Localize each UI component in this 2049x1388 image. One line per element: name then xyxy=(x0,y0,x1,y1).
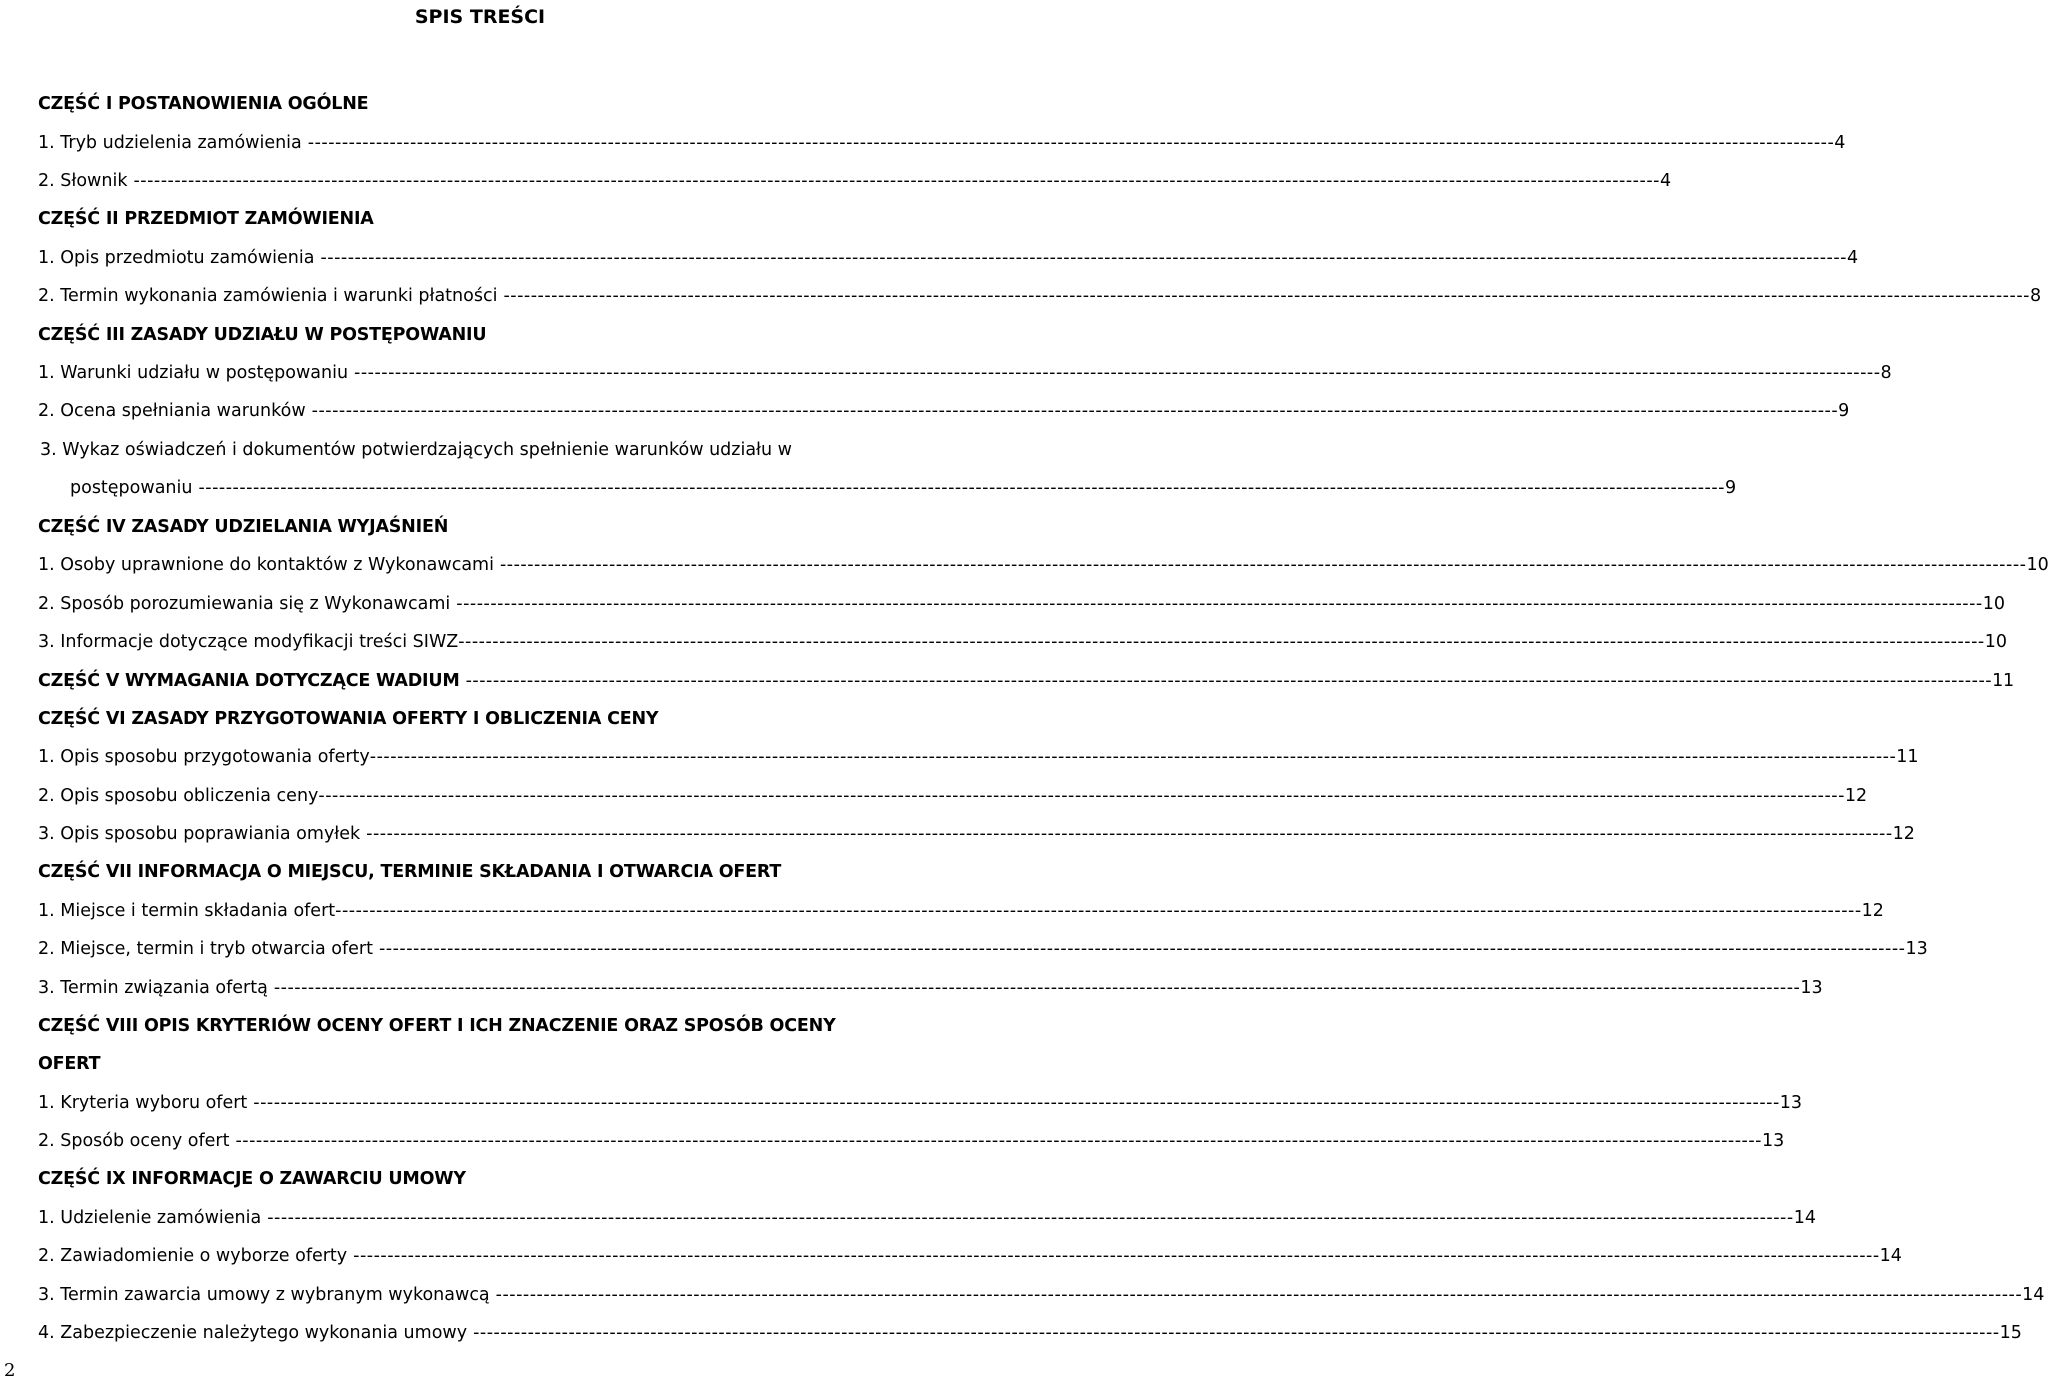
toc-entry[interactable] xyxy=(38,167,1672,195)
toc-entry-label: 2. Sposób oceny ofert xyxy=(38,1131,230,1151)
page-number: 2 xyxy=(4,1360,16,1381)
toc-leader-dashes: -------------------------------------------------------------------------------------------------------------------------------------------------------------------------------------------------------------------------------- xyxy=(458,632,1985,652)
toc-page-number: 4 xyxy=(1846,248,1859,268)
toc-entry[interactable] xyxy=(38,1281,2045,1309)
toc-entry-label: 1. Udzielenie zamówienia xyxy=(38,1208,262,1228)
toc-entry[interactable] xyxy=(38,782,1868,810)
toc-entry-label: 2. Miejsce, termin i tryb otwarcia ofert xyxy=(38,939,373,959)
toc-entry[interactable] xyxy=(38,974,1823,1002)
toc-entry-label: postępowaniu xyxy=(70,478,193,498)
section-heading-6: CZĘŚĆ VI ZASADY PRZYGOTOWANIA OFERTY I OBLICZENIA CENY xyxy=(38,709,659,729)
toc-page-number: 11 xyxy=(1896,747,1919,767)
toc-entry[interactable] xyxy=(38,935,1928,963)
toc-page-number: 14 xyxy=(1793,1208,1816,1228)
toc-leader-dashes: -------------------------------------------------------------------------------------------------------------------------------------------------------------------------------------------------------------------------------- xyxy=(318,786,1845,806)
section-heading-7: CZĘŚĆ VII INFORMACJA O MIEJSCU, TERMINIE SKŁADANIA I OTWARCIA OFERT xyxy=(38,862,782,882)
toc-entry[interactable] xyxy=(38,551,2049,579)
toc-entry[interactable] xyxy=(38,628,2008,656)
toc-entry-label: 2. Opis sposobu obliczenia ceny xyxy=(38,786,319,806)
toc-entry-label: 1. Warunki udziału w postępowaniu xyxy=(38,363,349,383)
toc-page-number: 10 xyxy=(1984,632,2008,652)
toc-page-number: 11 xyxy=(1992,671,2014,691)
toc-page-number: 15 xyxy=(1999,1323,2022,1343)
toc-leader-dashes: -------------------------------------------------------------------------------------------------------------------------------------------------------------------------------------------------------------------------------- xyxy=(267,1208,1794,1228)
toc-leader-dashes: -------------------------------------------------------------------------------------------------------------------------------------------------------------------------------------------------------------------------------- xyxy=(473,1323,2000,1343)
toc-page-number: 4 xyxy=(1834,133,1846,153)
toc-entry-label: 4. Zabezpieczenie należytego wykonania umowy xyxy=(38,1323,468,1343)
toc-entry[interactable] xyxy=(38,244,1859,272)
toc-page-number: 13 xyxy=(1905,939,1928,959)
toc-entry[interactable] xyxy=(38,590,2006,618)
toc-leader-dashes: -------------------------------------------------------------------------------------------------------------------------------------------------------------------------------------------------------------------------------- xyxy=(378,939,1906,959)
toc-leader-dashes: -------------------------------------------------------------------------------------------------------------------------------------------------------------------------------------------------------------------------------- xyxy=(354,363,1881,383)
toc-page-number: 12 xyxy=(1892,824,1915,844)
toc-leader-dashes: -------------------------------------------------------------------------------------------------------------------------------------------------------------------------------------------------------------------------------- xyxy=(369,747,1897,767)
toc-entry-label: 1. Opis przedmiotu zamówienia xyxy=(38,248,315,268)
toc-entry[interactable] xyxy=(38,820,1915,848)
section-heading-9: CZĘŚĆ IX INFORMACJE O ZAWARCIU UMOWY xyxy=(38,1169,466,1189)
toc-page-number: 12 xyxy=(1844,786,1868,806)
toc-entry-continuation[interactable] xyxy=(70,474,1737,502)
toc-entry[interactable] xyxy=(38,1204,1816,1232)
section-heading-8: CZĘŚĆ VIII OPIS KRYTERIÓW OCENY OFERT I ICH ZNACZENIE ORAZ SPOSÓB OCENY xyxy=(38,1016,836,1036)
section-heading-label: CZĘŚĆ V WYMAGANIA DOTYCZĄCE WADIUM xyxy=(38,671,460,691)
toc-page-number: 12 xyxy=(1861,901,1884,921)
toc-entry-label: 2. Słownik xyxy=(38,171,128,191)
toc-page-number: 8 xyxy=(2029,286,2042,306)
toc-leader-dashes: -------------------------------------------------------------------------------------------------------------------------------------------------------------------------------------------------------------------------------- xyxy=(273,978,1801,998)
toc-page-number: 14 xyxy=(2022,1285,2045,1305)
toc-leader-dashes: -------------------------------------------------------------------------------------------------------------------------------------------------------------------------------------------------------------------------------- xyxy=(456,594,1983,614)
toc-entry-label-multiline[interactable]: 3. Wykaz oświadczeń i dokumentów potwierdzających spełnienie warunków udziału w xyxy=(40,440,792,460)
toc-page-number: 10 xyxy=(2026,555,2049,575)
toc-entry[interactable] xyxy=(38,743,1919,771)
toc-leader-dashes: -------------------------------------------------------------------------------------------------------------------------------------------------------------------------------------------------------------------------------- xyxy=(503,286,2030,306)
toc-entry-label: 1. Miejsce i termin składania ofert xyxy=(38,901,336,921)
toc-entry[interactable] xyxy=(38,1319,2022,1347)
toc-page-number: 9 xyxy=(1724,478,1737,498)
toc-leader-dashes: -------------------------------------------------------------------------------------------------------------------------------------------------------------------------------------------------------------------------------- xyxy=(353,1246,1880,1266)
toc-entry-label: 1. Kryteria wyboru ofert xyxy=(38,1093,248,1113)
section-heading-3: CZĘŚĆ III ZASADY UDZIAŁU W POSTĘPOWANIU xyxy=(38,325,487,345)
toc-leader-dashes: -------------------------------------------------------------------------------------------------------------------------------------------------------------------------------------------------------------------------------- xyxy=(133,171,1660,191)
toc-leader-dashes: -------------------------------------------------------------------------------------------------------------------------------------------------------------------------------------------------------------------------------- xyxy=(335,901,1862,921)
toc-entry-label: 3. Informacje dotyczące modyfikacji treści SIWZ xyxy=(38,632,459,652)
toc-leader-dashes: -------------------------------------------------------------------------------------------------------------------------------------------------------------------------------------------------------------------------------- xyxy=(465,671,1993,691)
toc-page-number: 10 xyxy=(1982,594,2006,614)
toc-leader-dashes: -------------------------------------------------------------------------------------------------------------------------------------------------------------------------------------------------------------------------------- xyxy=(366,824,1893,844)
toc-entry-label: 2. Ocena spełniania warunków xyxy=(38,401,306,421)
section-heading-5[interactable] xyxy=(38,667,2014,695)
toc-entry-label: 2. Sposób porozumiewania się z Wykonawcami xyxy=(38,594,451,614)
section-heading-4: CZĘŚĆ IV ZASADY UDZIELANIA WYJAŚNIEŃ xyxy=(38,517,449,537)
toc-leader-dashes: -------------------------------------------------------------------------------------------------------------------------------------------------------------------------------------------------------------------------------- xyxy=(235,1131,1762,1151)
toc-leader-dashes: -------------------------------------------------------------------------------------------------------------------------------------------------------------------------------------------------------------------------------- xyxy=(307,133,1835,153)
section-heading-2: CZĘŚĆ II PRZEDMIOT ZAMÓWIENIA xyxy=(38,209,374,229)
toc-entry[interactable] xyxy=(38,1089,1803,1117)
toc-leader-dashes: -------------------------------------------------------------------------------------------------------------------------------------------------------------------------------------------------------------------------------- xyxy=(198,478,1725,498)
toc-page-number: 13 xyxy=(1779,1093,1803,1113)
toc-entry[interactable] xyxy=(38,397,1850,425)
toc-page-number: 13 xyxy=(1800,978,1823,998)
toc-leader-dashes: -------------------------------------------------------------------------------------------------------------------------------------------------------------------------------------------------------------------------------- xyxy=(253,1093,1780,1113)
toc-entry-label: 1. Osoby uprawnione do kontaktów z Wykonawcami xyxy=(38,555,494,575)
toc-entry[interactable] xyxy=(38,129,1846,157)
toc-entry[interactable] xyxy=(38,282,2042,310)
toc-leader-dashes: -------------------------------------------------------------------------------------------------------------------------------------------------------------------------------------------------------------------------------- xyxy=(499,555,2027,575)
toc-page-number: 8 xyxy=(1880,363,1892,383)
toc-leader-dashes: -------------------------------------------------------------------------------------------------------------------------------------------------------------------------------------------------------------------------------- xyxy=(311,401,1839,421)
toc-entry-label: 2. Termin wykonania zamówienia i warunki płatności xyxy=(38,286,498,306)
toc-entry-label: 3. Termin związania ofertą xyxy=(38,978,268,998)
toc-entry-label: 1. Tryb udzielenia zamówienia xyxy=(38,133,302,153)
toc-entry-label: 1. Opis sposobu przygotowania oferty xyxy=(38,747,370,767)
document-title: SPIS TREŚCI xyxy=(414,6,546,28)
toc-entry-label: 3. Opis sposobu poprawiania omyłek xyxy=(38,824,361,844)
toc-leader-dashes: -------------------------------------------------------------------------------------------------------------------------------------------------------------------------------------------------------------------------------- xyxy=(495,1285,2023,1305)
toc-page-number: 13 xyxy=(1761,1131,1785,1151)
toc-entry[interactable] xyxy=(38,897,1884,925)
toc-page-number: 4 xyxy=(1659,171,1672,191)
toc-leader-dashes: -------------------------------------------------------------------------------------------------------------------------------------------------------------------------------------------------------------------------------- xyxy=(320,248,1847,268)
toc-entry[interactable] xyxy=(38,359,1892,387)
toc-entry[interactable] xyxy=(38,1242,1902,1270)
toc-entry-label: 2. Zawiadomienie o wyborze oferty xyxy=(38,1246,348,1266)
toc-page-number: 9 xyxy=(1838,401,1850,421)
section-heading-8-cont: OFERT xyxy=(38,1054,101,1074)
toc-entry-label: 3. Termin zawarcia umowy z wybranym wykonawcą xyxy=(38,1285,490,1305)
toc-page-number: 14 xyxy=(1879,1246,1902,1266)
toc-entry[interactable] xyxy=(38,1127,1785,1155)
section-heading-1: CZĘŚĆ I POSTANOWIENIA OGÓLNE xyxy=(38,94,369,114)
